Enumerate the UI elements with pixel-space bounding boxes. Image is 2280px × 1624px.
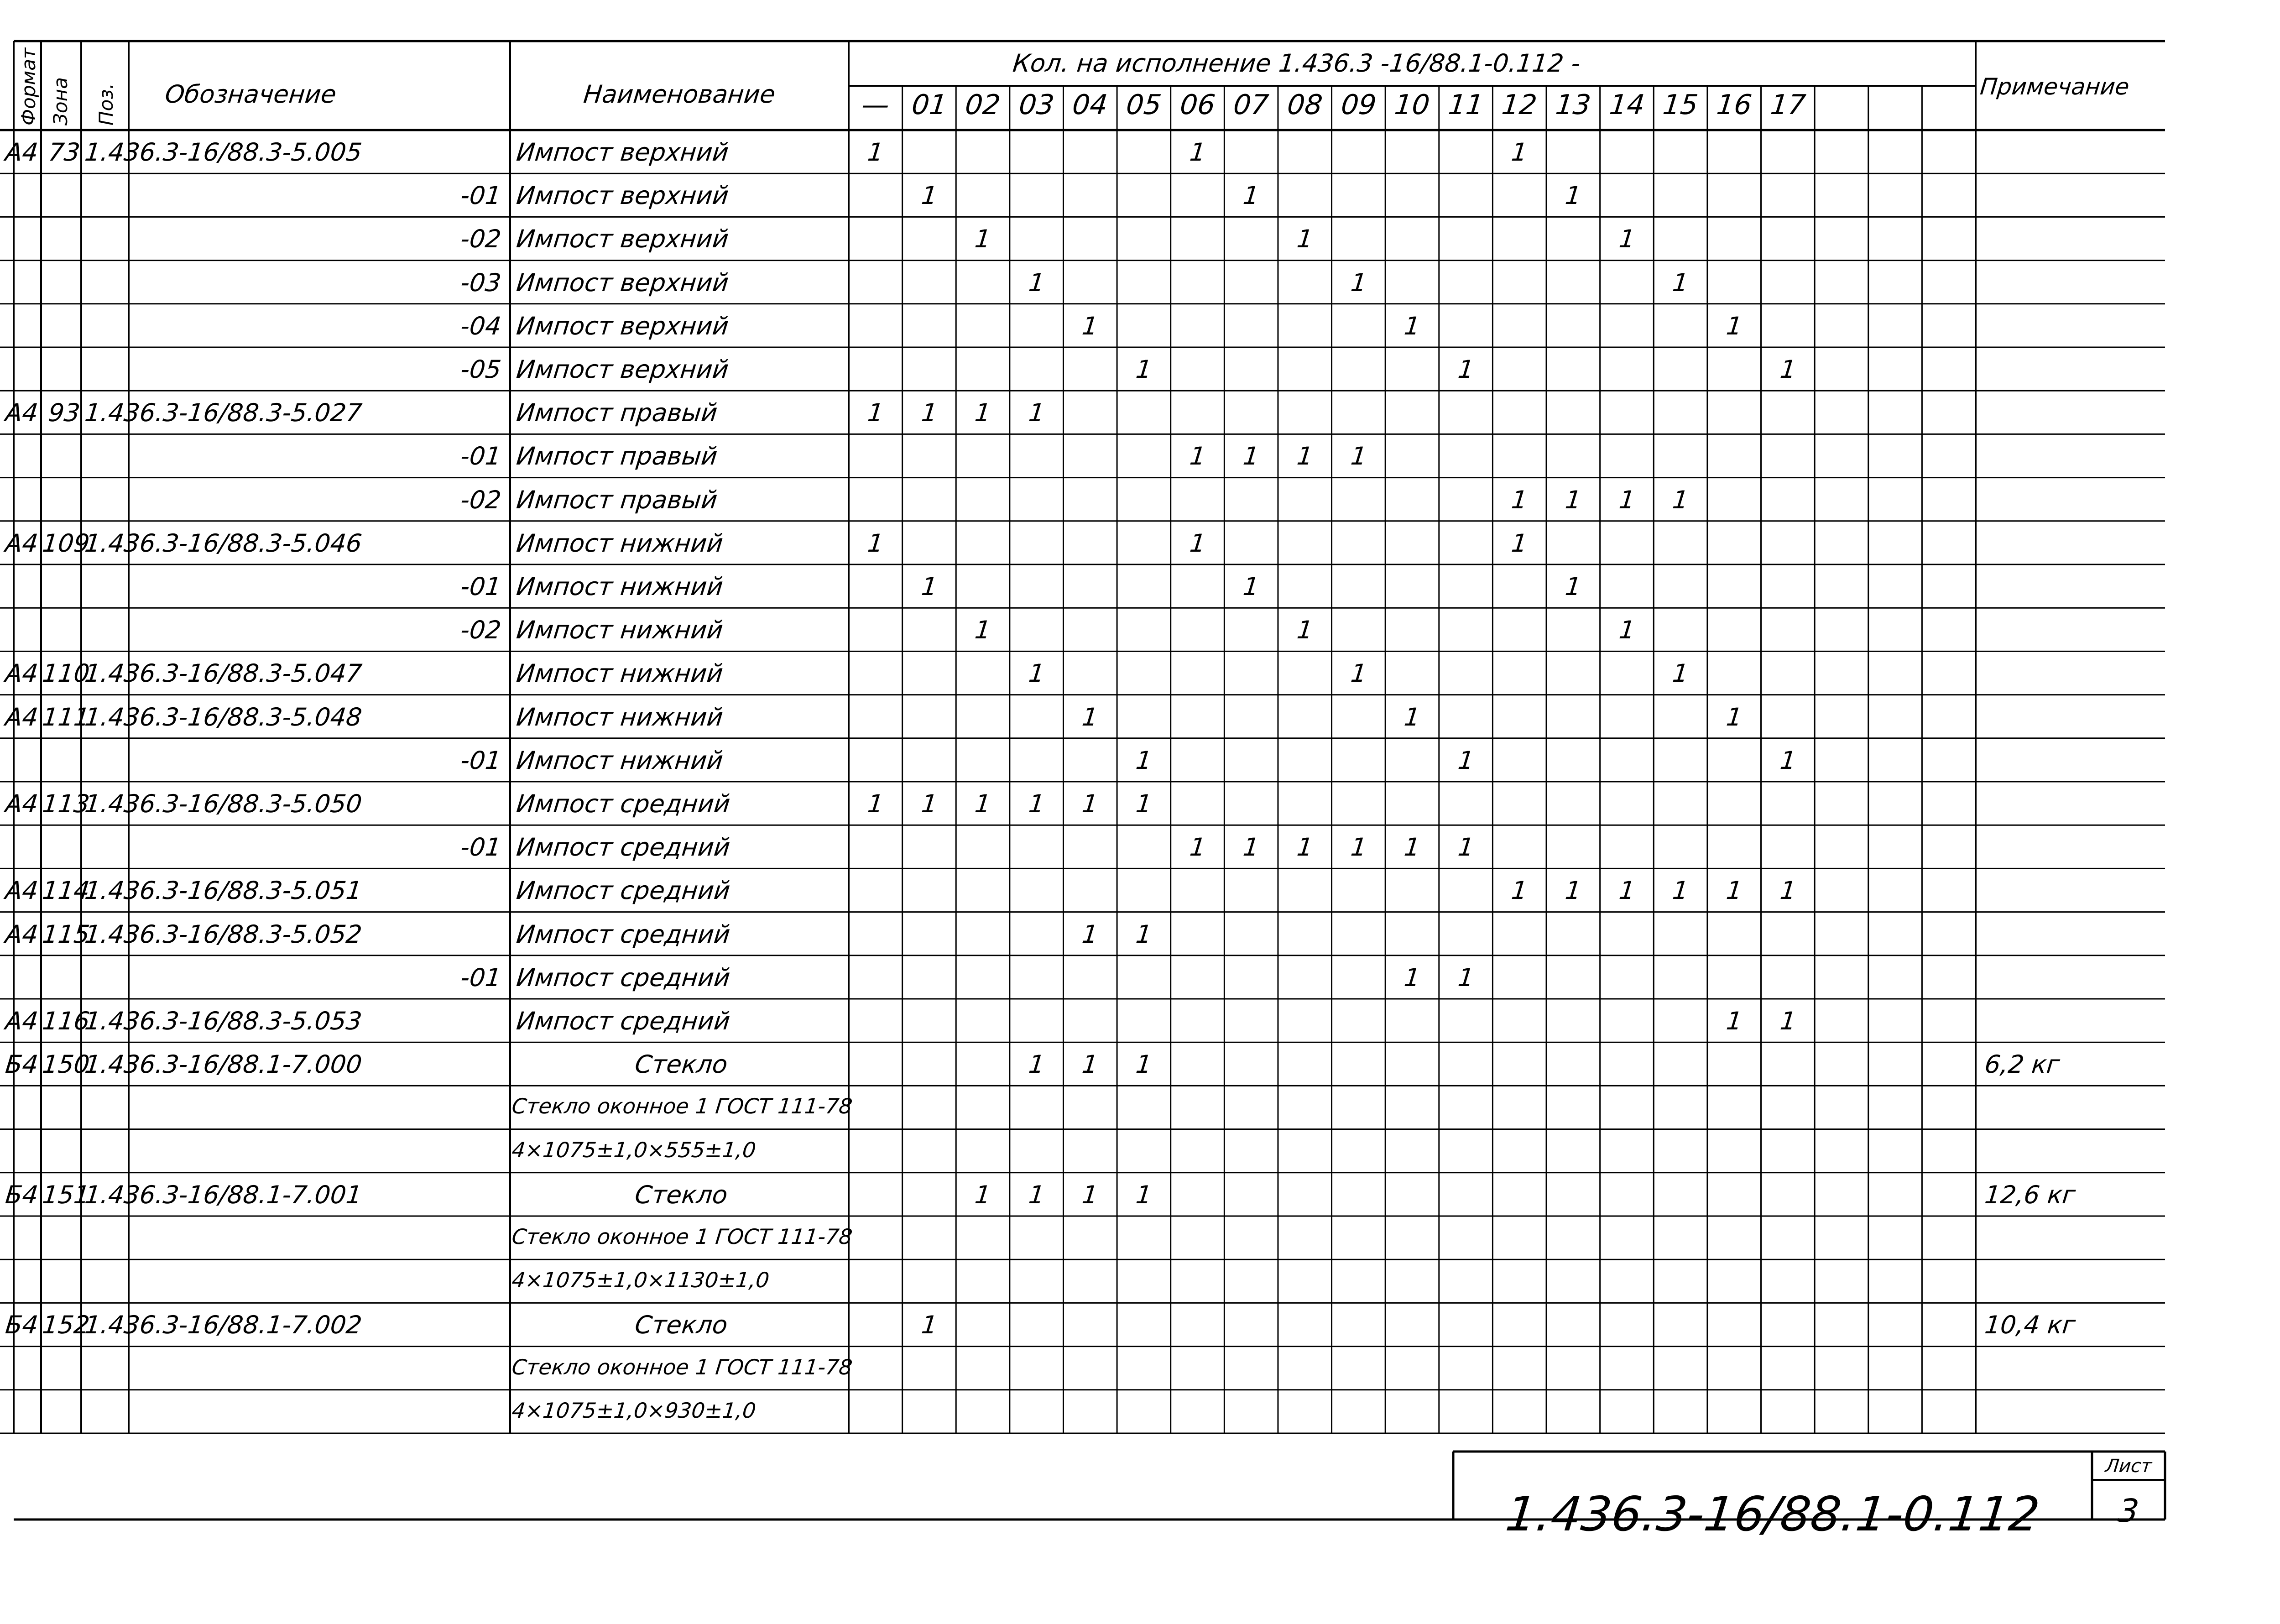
qty-cell: 1 [973, 225, 992, 254]
row-format: А4 [4, 528, 40, 558]
row-name: Стекло [633, 1180, 729, 1209]
drawing-code: 1.436.3-16/88.1-0.112 [1503, 1486, 2042, 1542]
row-designation-suffix: -05 [459, 355, 503, 384]
row-format: А4 [4, 919, 40, 949]
qty-cell: 1 [1617, 485, 1637, 514]
row-name: 4×1075±1,0×555±1,0 [511, 1137, 757, 1162]
qty-cell: 1 [1134, 789, 1153, 818]
row-pos: 116 [41, 1007, 91, 1035]
header-variant-14: 14 [1607, 89, 1646, 121]
qty-cell: 1 [1134, 746, 1153, 775]
row-name: Стекло [633, 1050, 729, 1079]
row-name: Импост нижний [515, 616, 725, 645]
qty-cell: 1 [1671, 659, 1690, 688]
qty-cell: 1 [1349, 442, 1368, 471]
header-variant-15: 15 [1661, 89, 1700, 121]
qty-cell: 1 [1510, 485, 1529, 514]
qty-cell: 1 [1349, 659, 1368, 688]
row-designation-suffix: -01 [459, 963, 503, 992]
row-name: Импост верхний [515, 138, 730, 167]
qty-cell: 1 [919, 789, 939, 818]
qty-cell: 1 [866, 528, 885, 558]
header-zone: Зона [49, 77, 72, 125]
row-designation: 1.436.3-16/88.1-7.000 [83, 1050, 364, 1079]
qty-cell: 1 [919, 181, 939, 210]
qty-cell: 1 [1671, 268, 1690, 297]
header-designation: Обозначение [163, 80, 338, 109]
qty-cell: 1 [1080, 311, 1100, 340]
row-name: Стекло [633, 1311, 729, 1340]
row-note: 6,2 кг [1983, 1050, 2061, 1079]
qty-cell: 1 [973, 789, 992, 818]
row-designation: 1.436.3-16/88.3-5.052 [83, 919, 364, 949]
row-format: Б4 [4, 1311, 40, 1340]
qty-cell: 1 [919, 398, 939, 428]
qty-cell: 1 [1080, 1050, 1100, 1079]
qty-cell: 1 [973, 616, 992, 645]
row-name: Импост верхний [515, 355, 730, 384]
qty-cell: 1 [1027, 268, 1046, 297]
qty-cell: 1 [1188, 442, 1207, 471]
row-designation: 1.436.3-16/88.3-5.046 [83, 528, 364, 558]
qty-cell: 1 [1617, 616, 1637, 645]
row-designation-suffix: -01 [459, 833, 503, 862]
row-pos: 111 [41, 702, 91, 731]
row-format: А4 [4, 876, 40, 905]
qty-cell: 1 [1134, 1180, 1153, 1209]
row-format: А4 [4, 1007, 40, 1035]
header-variant-6: 06 [1178, 89, 1217, 121]
row-designation: 1.436.3-16/88.3-5.053 [83, 1007, 364, 1035]
qty-cell: 1 [1510, 876, 1529, 905]
qty-cell: 1 [1242, 442, 1261, 471]
row-format: А4 [4, 138, 40, 167]
qty-cell: 1 [1349, 268, 1368, 297]
qty-cell: 1 [1403, 963, 1422, 992]
row-name: 4×1075±1,0×1130±1,0 [511, 1268, 771, 1293]
qty-cell: 1 [1456, 746, 1476, 775]
row-pos: 150 [41, 1050, 91, 1079]
row-pos: 115 [41, 919, 91, 949]
qty-cell: 1 [1725, 876, 1744, 905]
header-note: Примечание [1978, 73, 2131, 100]
row-designation: 1.436.3-16/88.3-5.027 [83, 398, 364, 428]
row-note: 12,6 кг [1983, 1180, 2077, 1209]
row-name: Стекло оконное 1 ГОСТ 111-78 [511, 1224, 854, 1249]
row-pos: 114 [41, 876, 91, 905]
qty-cell: 1 [1242, 572, 1261, 601]
qty-cell: 1 [1510, 528, 1529, 558]
header-name: Наименование [582, 80, 777, 109]
qty-cell: 1 [1456, 833, 1476, 862]
row-name: Импост средний [515, 919, 732, 949]
qty-cell: 1 [1403, 311, 1422, 340]
qty-cell: 1 [1295, 225, 1315, 254]
row-pos: 151 [41, 1180, 91, 1209]
qty-cell: 1 [866, 138, 885, 167]
row-pos: 93 [47, 398, 82, 428]
qty-cell: 1 [1564, 572, 1583, 601]
row-format: Б4 [4, 1050, 40, 1079]
qty-cell: 1 [1188, 833, 1207, 862]
qty-cell: 1 [1295, 833, 1315, 862]
header-pos: Поз. [95, 83, 117, 125]
header-variant-5: 05 [1125, 89, 1163, 121]
qty-cell: 1 [1080, 789, 1100, 818]
row-designation-suffix: -03 [459, 268, 503, 297]
header-variant-17: 17 [1769, 89, 1807, 121]
row-name: Импост средний [515, 833, 732, 862]
header-variant-2: 02 [964, 89, 1002, 121]
qty-cell: 1 [1242, 833, 1261, 862]
qty-cell: 1 [919, 1311, 939, 1340]
row-name: Стекло оконное 1 ГОСТ 111-78 [511, 1354, 854, 1379]
qty-cell: 1 [1725, 1007, 1744, 1035]
qty-cell: 1 [973, 398, 992, 428]
qty-cell: 1 [1027, 659, 1046, 688]
row-designation-suffix: -02 [459, 225, 503, 254]
row-name: 4×1075±1,0×930±1,0 [511, 1398, 757, 1423]
qty-cell: 1 [1564, 485, 1583, 514]
qty-cell: 1 [1778, 876, 1797, 905]
header-variant-9: 09 [1339, 89, 1378, 121]
header-variant-3: 03 [1017, 89, 1056, 121]
row-name: Импост правый [515, 442, 719, 471]
header-variant-0: — [860, 89, 891, 121]
row-designation-suffix: -01 [459, 572, 503, 601]
qty-cell: 1 [1564, 181, 1583, 210]
header-variant-7: 07 [1232, 89, 1270, 121]
header-qty-title: Кол. на исполнение 1.436.3 -16/88.1-0.112 - [1011, 49, 1582, 78]
qty-cell: 1 [1027, 1180, 1046, 1209]
row-name: Импост верхний [515, 225, 730, 254]
qty-cell: 1 [1080, 1180, 1100, 1209]
row-designation-suffix: -02 [459, 616, 503, 645]
qty-cell: 1 [1456, 963, 1476, 992]
header-variant-12: 12 [1500, 89, 1539, 121]
row-name: Импост нижний [515, 659, 725, 688]
row-name: Импост средний [515, 1007, 732, 1035]
row-designation: 1.436.3-16/88.3-5.048 [83, 702, 364, 731]
qty-cell: 1 [1188, 528, 1207, 558]
row-designation: 1.436.3-16/88.3-5.050 [83, 789, 364, 818]
row-format: А4 [4, 789, 40, 818]
qty-cell: 1 [1778, 355, 1797, 384]
row-name: Импост правый [515, 398, 719, 428]
qty-cell: 1 [1564, 876, 1583, 905]
row-pos: 109 [41, 528, 91, 558]
qty-cell: 1 [1671, 876, 1690, 905]
qty-cell: 1 [1349, 833, 1368, 862]
header-variant-11: 11 [1446, 89, 1485, 121]
row-name: Импост нижний [515, 528, 725, 558]
header-format: Формат [17, 47, 40, 125]
sheet-number: 3 [2116, 1492, 2141, 1530]
qty-cell: 1 [1617, 876, 1637, 905]
qty-cell: 1 [1242, 181, 1261, 210]
qty-cell: 1 [1295, 442, 1315, 471]
qty-cell: 1 [866, 398, 885, 428]
qty-cell: 1 [1725, 702, 1744, 731]
row-pos: 110 [41, 659, 91, 688]
header-variant-10: 10 [1393, 89, 1431, 121]
row-name: Импост правый [515, 485, 719, 514]
qty-cell: 1 [1134, 355, 1153, 384]
qty-cell: 1 [919, 572, 939, 601]
qty-cell: 1 [866, 789, 885, 818]
header-variant-8: 08 [1285, 89, 1324, 121]
qty-cell: 1 [973, 1180, 992, 1209]
qty-cell: 1 [1403, 702, 1422, 731]
qty-cell: 1 [1510, 138, 1529, 167]
row-designation: 1.436.3-16/88.3-5.047 [83, 659, 364, 688]
header-variant-1: 01 [910, 89, 949, 121]
row-name: Стекло оконное 1 ГОСТ 111-78 [511, 1094, 854, 1119]
row-designation: 1.436.3-16/88.1-7.002 [83, 1311, 364, 1340]
header-variant-13: 13 [1554, 89, 1592, 121]
row-format: А4 [4, 659, 40, 688]
row-designation-suffix: -01 [459, 181, 503, 210]
qty-cell: 1 [1617, 225, 1637, 254]
row-designation-suffix: -04 [459, 311, 503, 340]
row-name: Импост средний [515, 963, 732, 992]
row-designation: 1.436.3-16/88.3-5.051 [83, 876, 364, 905]
row-pos: 73 [47, 138, 82, 167]
row-format: А4 [4, 702, 40, 731]
row-note: 10,4 кг [1983, 1311, 2077, 1340]
row-name: Импост средний [515, 876, 732, 905]
qty-cell: 1 [1080, 702, 1100, 731]
qty-cell: 1 [1403, 833, 1422, 862]
qty-cell: 1 [1027, 789, 1046, 818]
row-format: Б4 [4, 1180, 40, 1209]
row-designation-suffix: -01 [459, 746, 503, 775]
row-designation: 1.436.3-16/88.1-7.001 [83, 1180, 364, 1209]
qty-cell: 1 [1027, 398, 1046, 428]
row-name: Импост нижний [515, 746, 725, 775]
row-pos: 113 [41, 789, 91, 818]
row-pos: 152 [41, 1311, 91, 1340]
row-name: Импост верхний [515, 311, 730, 340]
qty-cell: 1 [1456, 355, 1476, 384]
row-designation-suffix: -02 [459, 485, 503, 514]
qty-cell: 1 [1295, 616, 1315, 645]
qty-cell: 1 [1778, 746, 1797, 775]
qty-cell: 1 [1080, 919, 1100, 949]
qty-cell: 1 [1134, 1050, 1153, 1079]
qty-cell: 1 [1671, 485, 1690, 514]
row-name: Импост нижний [515, 702, 725, 731]
header-variant-4: 04 [1071, 89, 1110, 121]
sheet-label: Лист [2104, 1456, 2153, 1477]
qty-cell: 1 [1188, 138, 1207, 167]
row-name: Импост нижний [515, 572, 725, 601]
qty-cell: 1 [1027, 1050, 1046, 1079]
row-designation-suffix: -01 [459, 442, 503, 471]
row-name: Импост верхний [515, 268, 730, 297]
row-name: Импост средний [515, 789, 732, 818]
row-format: А4 [4, 398, 40, 428]
row-name: Импост верхний [515, 181, 730, 210]
qty-cell: 1 [1134, 919, 1153, 949]
row-designation: 1.436.3-16/88.3-5.005 [83, 138, 364, 167]
qty-cell: 1 [1778, 1007, 1797, 1035]
qty-cell: 1 [1725, 311, 1744, 340]
header-variant-16: 16 [1715, 89, 1753, 121]
